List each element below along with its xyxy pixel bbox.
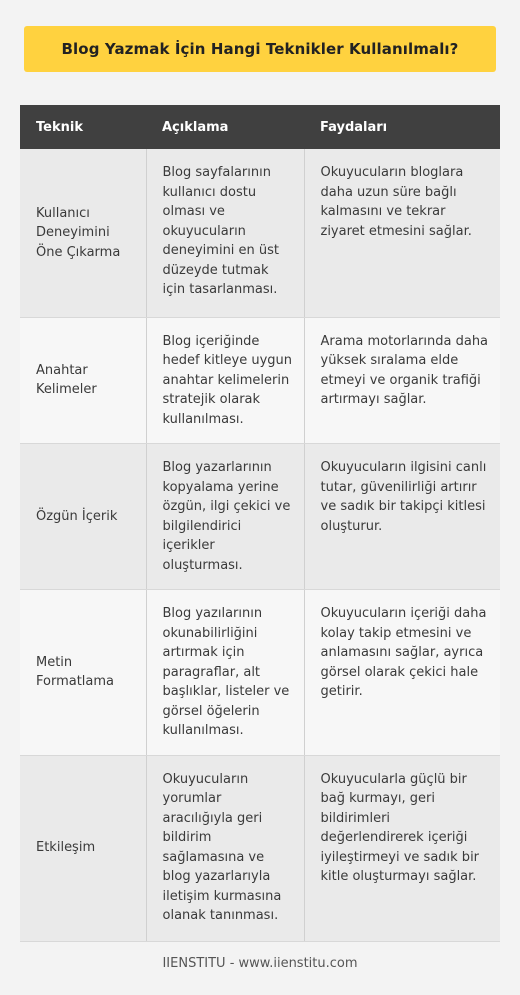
technique-cell: Metin Formatlama [20, 590, 146, 756]
description-cell: Blog yazılarının okunabilirliğini artırmak için paragraflar, alt başlıklar, listeler ve görsel öğelerin kullanılması. [146, 590, 304, 756]
header-description: Açıklama [146, 105, 304, 149]
description-cell: Okuyucuların yorumlar aracılığıyla geri bildirim sağlamasına ve blog yazarlarıyla iletişim kurmasına olanak tanınması. [146, 755, 304, 941]
benefits-cell: Okuyucuların içeriği daha kolay takip etmesini ve anlamasını sağlar, ayrıca görsel olarak çekici hale getirir. [304, 590, 500, 756]
title-banner [24, 26, 496, 72]
benefits-cell: Arama motorlarında daha yüksek sıralama elde etmeyi ve organik trafiği artırmayı sağlar. [304, 317, 500, 444]
description-cell: Blog yazarlarının kopyalama yerine özgün, ilgi çekici ve bilgilendirici içerikler oluşturması. [146, 444, 304, 590]
table-header-row [20, 105, 500, 149]
header-benefits: Faydaları [304, 105, 500, 149]
technique-cell: Anahtar Kelimeler [20, 317, 146, 444]
technique-cell: Etkileşim [20, 755, 146, 941]
page-title: Blog Yazmak İçin Hangi Teknikler Kullanılmalı? [61, 40, 459, 58]
description-cell: Blog sayfalarının kullanıcı dostu olması ve okuyucuların deneyimini en üst düzeyde tutmak için tasarlanması. [146, 149, 304, 317]
description-cell: Blog içeriğinde hedef kitleye uygun anahtar kelimelerin stratejik olarak kullanılması. [146, 317, 304, 444]
techniques-table [20, 105, 500, 942]
header-technique: Teknik [20, 105, 146, 149]
benefits-cell: Okuyucularla güçlü bir bağ kurmayı, geri bildirimleri değerlendirerek içeriği iyileştirmeyi ve sadık bir kitle oluşturmayı sağlar. [304, 755, 500, 941]
benefits-cell: Okuyucuların ilgisini canlı tutar, güvenilirliği artırır ve sadık bir takipçi kitlesi oluşturur. [304, 444, 500, 590]
table-row [20, 317, 500, 444]
table-row [20, 590, 500, 756]
footer-credit: IIENSTITU - www.iienstitu.com [162, 956, 358, 971]
table-row [20, 444, 500, 590]
benefits-cell: Okuyucuların bloglara daha uzun süre bağlı kalmasını ve tekrar ziyaret etmesini sağlar. [304, 149, 500, 317]
table-row [20, 755, 500, 941]
table-row [20, 149, 500, 317]
technique-cell: Kullanıcı Deneyimini Öne Çıkarma [20, 149, 146, 317]
technique-cell: Özgün İçerik [20, 444, 146, 590]
